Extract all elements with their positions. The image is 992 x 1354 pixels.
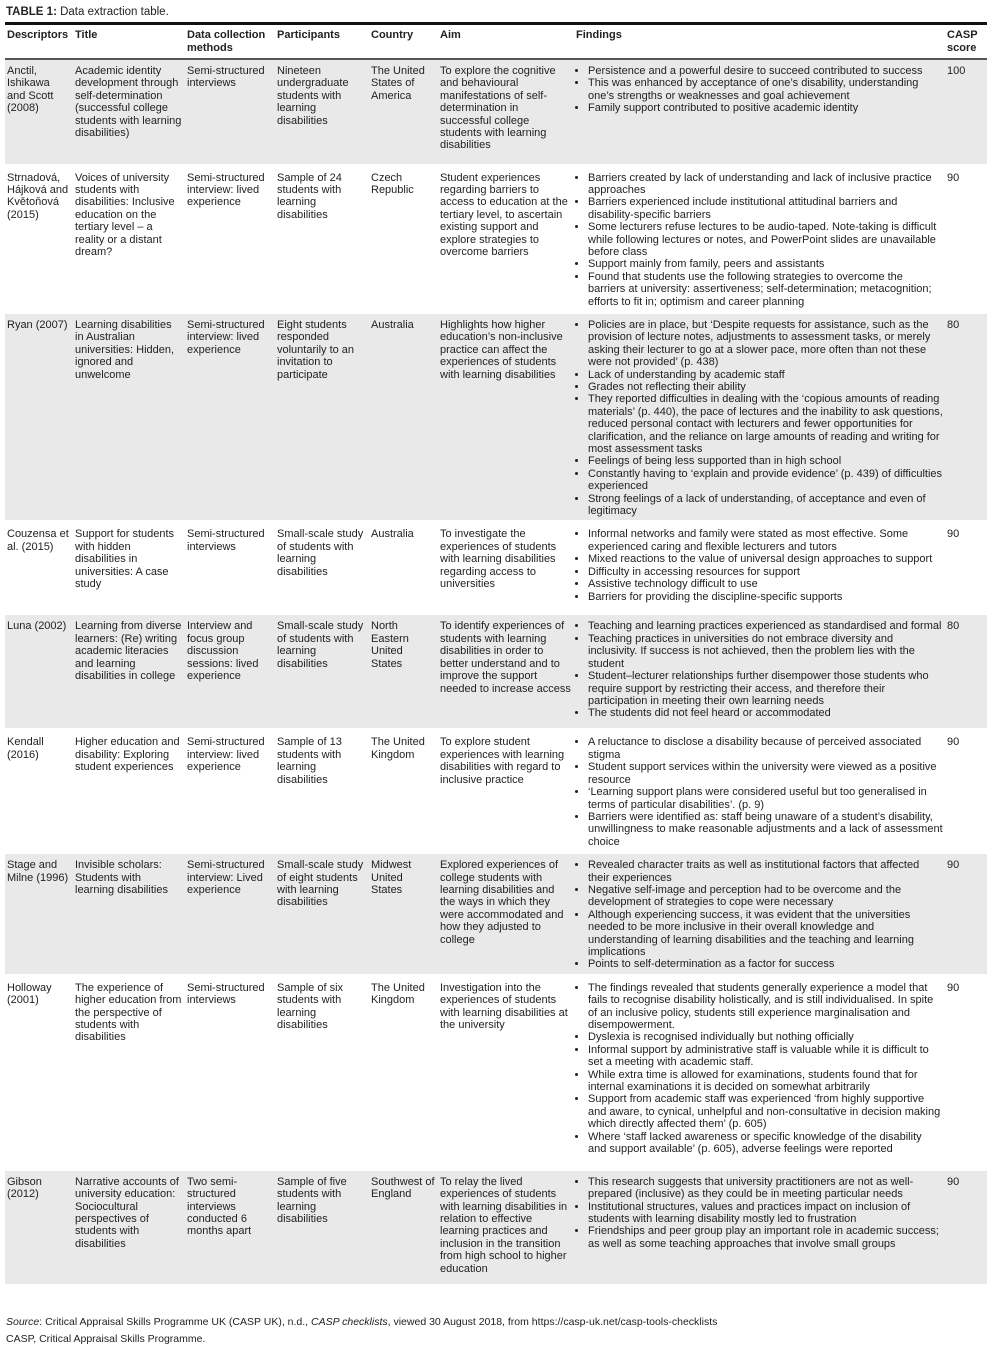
finding-item: • Although experiencing success, it was evident that the universities needed to be more inclusive in their overall knowledge and understanding of learning disabilities and the teaching and learning implications	[588, 909, 943, 959]
cell-findings	[574, 730, 945, 853]
cell-findings	[574, 975, 945, 1169]
finding-item: • Negative self-image and perception had to be overcome and the development of strategies to cope were necessary	[588, 884, 943, 909]
cell-title: Support for students with hidden disabilities in universities: A case study	[73, 522, 185, 614]
cell-aim: Investigation into the experiences of students with learning disabilities at the university	[438, 975, 574, 1169]
cell-country: The United Kingdom	[369, 730, 438, 853]
findings-list	[576, 736, 943, 848]
finding-item: • Revealed character traits as well as institutional factors that affected their experiences	[588, 859, 943, 884]
cell-country: Southwest of England	[369, 1169, 438, 1285]
cell-methods: Semi-structured interviews	[185, 975, 275, 1169]
cell-descriptors: Strnadová, Hájková and Květoňová (2015)	[5, 165, 73, 312]
cell-casp-score: 80	[945, 614, 987, 730]
finding-item: • Barriers were identified as: staff being unaware of a student’s disability, unwillingness to make reasonable adjustments and a lack of assessment choice	[588, 811, 943, 848]
column-header: Title	[73, 24, 185, 60]
cell-findings	[574, 522, 945, 614]
cell-title: Voices of university students with disabilities: Inclusive education on the tertiary level – a reality or a distant dream?	[73, 165, 185, 312]
cell-findings	[574, 1169, 945, 1285]
cell-country: The United States of America	[369, 59, 438, 165]
cell-aim: To explore student experiences with learning disabilities with regard to inclusive practice	[438, 730, 574, 853]
findings-list	[576, 319, 943, 518]
cell-casp-score: 100	[945, 59, 987, 165]
finding-item: • Friendships and peer group play an important role in academic success; as well as some teaching approaches that involve small groups	[588, 1225, 943, 1250]
findings-list	[576, 65, 943, 115]
header-row	[5, 24, 987, 60]
finding-item: • The students did not feel heard or accommodated	[588, 707, 943, 719]
cell-descriptors: Gibson (2012)	[5, 1169, 73, 1285]
table-caption: TABLE 1: Data extraction table.	[6, 6, 169, 18]
column-header: Descriptors	[5, 24, 73, 60]
cell-findings	[574, 853, 945, 976]
cell-methods: Semi-structured interview: Lived experience	[185, 853, 275, 976]
finding-item: • Difficulty in accessing resources for support	[588, 566, 943, 578]
cell-aim: To identify experiences of students with learning disabilities in order to better understand and to improve the support needed to increase access	[438, 614, 574, 730]
cell-aim: To investigate the experiences of students with learning disabilities regarding access to universities	[438, 522, 574, 614]
finding-item: • They reported difficulties in dealing with the ‘copious amounts of reading materials’ (p. 440), the pace of lectures and the inability to ask questions, reduced personal contact with lecturers and fewer opportunities for clarification, and the reliance on large amounts of reading and writing for most assessment tasks	[588, 393, 943, 455]
column-header: Country	[369, 24, 438, 60]
cell-descriptors: Stage and Milne (1996)	[5, 853, 73, 976]
finding-item: • Support mainly from family, peers and assistants	[588, 258, 943, 270]
finding-item: • Barriers created by lack of understanding and lack of inclusive practice approaches	[588, 172, 943, 197]
cell-title: Invisible scholars: Students with learning disabilities	[73, 853, 185, 976]
column-header: CASP score	[945, 24, 987, 60]
finding-item: • ‘Learning support plans were considered useful but too generalised in terms of particular disabilities’. (p. 9)	[588, 786, 943, 811]
finding-item: • A reluctance to disclose a disability because of perceived associated stigma	[588, 736, 943, 761]
cell-country: Czech Republic	[369, 165, 438, 312]
finding-item: • Lack of understanding by academic staff	[588, 369, 943, 381]
cell-title: Learning from diverse learners: (Re) writing academic literacies and learning disabilities in college	[73, 614, 185, 730]
cell-participants: Sample of five students with learning disabilities	[275, 1169, 369, 1285]
table-row	[5, 730, 987, 853]
finding-item: • Points to self-determination as a factor for success	[588, 958, 943, 970]
cell-country: The United Kingdom	[369, 975, 438, 1169]
cell-descriptors: Kendall (2016)	[5, 730, 73, 853]
finding-item: • Informal support by administrative staff is valuable while it is difficult to set a meeting with academic staff.	[588, 1044, 943, 1069]
cell-country: Australia	[369, 312, 438, 522]
finding-item: • Assistive technology difficult to use	[588, 578, 943, 590]
cell-methods: Semi-structured interviews	[185, 59, 275, 165]
finding-item: • This was enhanced by acceptance of one’s disability, understanding one’s strengths or weaknesses and goal achievement	[588, 77, 943, 102]
finding-item: • Mixed reactions to the value of universal design approaches to support	[588, 553, 943, 565]
cell-methods: Semi-structured interview: lived experience	[185, 730, 275, 853]
cell-participants: Eight students responded voluntarily to an invitation to participate	[275, 312, 369, 522]
cell-casp-score: 90	[945, 730, 987, 853]
cell-methods: Semi-structured interviews	[185, 522, 275, 614]
cell-country: North Eastern United States	[369, 614, 438, 730]
cell-aim: To relay the lived experiences of students with learning disabilities in relation to effective learning practices and inclusion in the transition from high school to higher education	[438, 1169, 574, 1285]
cell-aim: Student experiences regarding barriers to access to education at the tertiary level, to ascertain existing support and explore strategies to overcome barriers	[438, 165, 574, 312]
finding-item: • Found that students use the following strategies to overcome the barriers at university: assertiveness; self-determination; metacognition; efforts to fit in; optimism and career planning	[588, 271, 943, 308]
table-row	[5, 165, 987, 312]
finding-item: • Grades not reflecting their ability	[588, 381, 943, 393]
cell-participants: Sample of 24 students with learning disabilities	[275, 165, 369, 312]
finding-item: • Dyslexia is recognised individually but nothing officially	[588, 1031, 943, 1043]
findings-list	[576, 620, 943, 719]
finding-item: • Support from academic staff was experienced ‘from highly supportive and aware, to cynical, unhelpful and non-consultative in decision making which directly affected them’ (p. 605)	[588, 1093, 943, 1130]
cell-findings	[574, 312, 945, 522]
cell-descriptors: Ryan (2007)	[5, 312, 73, 522]
table-row	[5, 312, 987, 522]
cell-title: The experience of higher education from the perspective of students with disabilities	[73, 975, 185, 1169]
cell-title: Learning disabilities in Australian universities: Hidden, ignored and unwelcome	[73, 312, 185, 522]
finding-item: • Student support services within the university were viewed as a positive resource	[588, 761, 943, 786]
finding-item: • Barriers experienced include institutional attitudinal barriers and disability-specific barriers	[588, 196, 943, 221]
cell-title: Higher education and disability: Exploring student experiences	[73, 730, 185, 853]
finding-item: • Institutional structures, values and practices impact on inclusion of students with learning disability mostly led to frustration	[588, 1201, 943, 1226]
source-note: Source: Critical Appraisal Skills Programme UK (CASP UK), n.d., CASP checklists, viewed 30 August 2018, from https://casp-uk.net/casp-tools-checklists	[6, 1316, 718, 1328]
finding-item: • Some lecturers refuse lectures to be audio-taped. Note-taking is difficult while following lectures or notes, and PowerPoint slides are unavailable before class	[588, 221, 943, 258]
column-header: Data collection methods	[185, 24, 275, 60]
finding-item: • Student–lecturer relationships further disempower those students who require support by restricting their access, and therefore their participation in meeting their own learning needs	[588, 670, 943, 707]
cell-findings	[574, 614, 945, 730]
findings-list	[576, 982, 943, 1156]
finding-item: • Where ‘staff lacked awareness or specific knowledge of the disability and support available’ (p. 605), adverse feelings were reported	[588, 1131, 943, 1156]
finding-item: • The findings revealed that students generally experience a model that fails to recognise disability holistically, and is still individualised. In spite of an inclusive policy, students still experience marginalisation and disempowerment.	[588, 982, 943, 1032]
column-header: Participants	[275, 24, 369, 60]
data-extraction-table	[5, 22, 987, 1287]
cell-descriptors: Couzensa et al. (2015)	[5, 522, 73, 614]
table-row	[5, 853, 987, 976]
cell-participants: Nineteen undergraduate students with learning disabilities	[275, 59, 369, 165]
table-row	[5, 522, 987, 614]
cell-findings	[574, 59, 945, 165]
finding-item: • Strong feelings of a lack of understanding, of acceptance and even of legitimacy	[588, 493, 943, 518]
cell-casp-score: 80	[945, 312, 987, 522]
finding-item: • Feelings of being less supported than in high school	[588, 455, 943, 467]
cell-aim: To explore the cognitive and behavioural manifestations of self-determination in successful college students with learning disabilities	[438, 59, 574, 165]
table-row	[5, 1169, 987, 1285]
cell-title: Academic identity development through self-determination (successful college students with learning disabilities)	[73, 59, 185, 165]
table-row	[5, 614, 987, 730]
findings-list	[576, 528, 943, 602]
finding-item: • Persistence and a powerful desire to succeed contributed to success	[588, 65, 943, 77]
abbreviation-note: CASP, Critical Appraisal Skills Programme.	[6, 1333, 206, 1345]
finding-item: • Teaching and learning practices experienced as standardised and formal	[588, 620, 943, 632]
finding-item: • While extra time is allowed for examinations, students found that for internal examinations it is decided on somewhat arbitrarily	[588, 1069, 943, 1094]
cell-descriptors: Anctil, Ishikawa and Scott (2008)	[5, 59, 73, 165]
cell-methods: Two semi-structured interviews conducted 6 months apart	[185, 1169, 275, 1285]
findings-list	[576, 1176, 943, 1250]
cell-casp-score: 90	[945, 975, 987, 1169]
findings-list	[576, 859, 943, 971]
table-row	[5, 59, 987, 165]
column-header: Aim	[438, 24, 574, 60]
cell-casp-score: 90	[945, 522, 987, 614]
cell-methods: Interview and focus group discussion sessions: lived experience	[185, 614, 275, 730]
cell-methods: Semi-structured interview: lived experience	[185, 312, 275, 522]
cell-casp-score: 90	[945, 165, 987, 312]
finding-item: • This research suggests that university practitioners are not as well-prepared (inclusive) as they could be in meeting particular needs	[588, 1176, 943, 1201]
cell-casp-score: 90	[945, 1169, 987, 1285]
finding-item: • Family support contributed to positive academic identity	[588, 102, 943, 114]
findings-list	[576, 172, 943, 308]
cell-country: Australia	[369, 522, 438, 614]
cell-findings	[574, 165, 945, 312]
cell-title: Narrative accounts of university education: Sociocultural perspectives of students with disabilities	[73, 1169, 185, 1285]
cell-methods: Semi-structured interview: lived experience	[185, 165, 275, 312]
cell-country: Midwest United States	[369, 853, 438, 976]
cell-participants: Sample of six students with learning disabilities	[275, 975, 369, 1169]
cell-descriptors: Holloway (2001)	[5, 975, 73, 1169]
finding-item: • Policies are in place, but ‘Despite requests for assistance, such as the provision of lecture notes, adjustments to assessment tasks, or merely asking their lecturer to go at a slower pace, more often than not these were not provided’ (p. 438)	[588, 319, 943, 369]
cell-descriptors: Luna (2002)	[5, 614, 73, 730]
cell-participants: Small-scale study of eight students with learning disabilities	[275, 853, 369, 976]
finding-item: • Barriers for providing the discipline-specific supports	[588, 591, 943, 603]
cell-aim: Highlights how higher education’s non-inclusive practice can affect the experiences of students with learning disabilities	[438, 312, 574, 522]
cell-aim: Explored experiences of college students with learning disabilities and the ways in which they were accommodated and how they adjusted to college	[438, 853, 574, 976]
finding-item: • Constantly having to ‘explain and provide evidence’ (p. 439) of difficulties experienced	[588, 468, 943, 493]
cell-participants: Sample of 13 students with learning disabilities	[275, 730, 369, 853]
cell-participants: Small-scale study of students with learning disabilities	[275, 614, 369, 730]
cell-participants: Small-scale study of students with learning disabilities	[275, 522, 369, 614]
column-header: Findings	[574, 24, 945, 60]
finding-item: • Informal networks and family were stated as most effective. Some experienced caring and flexible lecturers and tutors	[588, 528, 943, 553]
finding-item: • Teaching practices in universities do not embrace diversity and inclusivity. If success is not achieved, then the problem lies with the student	[588, 633, 943, 670]
table-row	[5, 975, 987, 1169]
cell-casp-score: 90	[945, 853, 987, 976]
